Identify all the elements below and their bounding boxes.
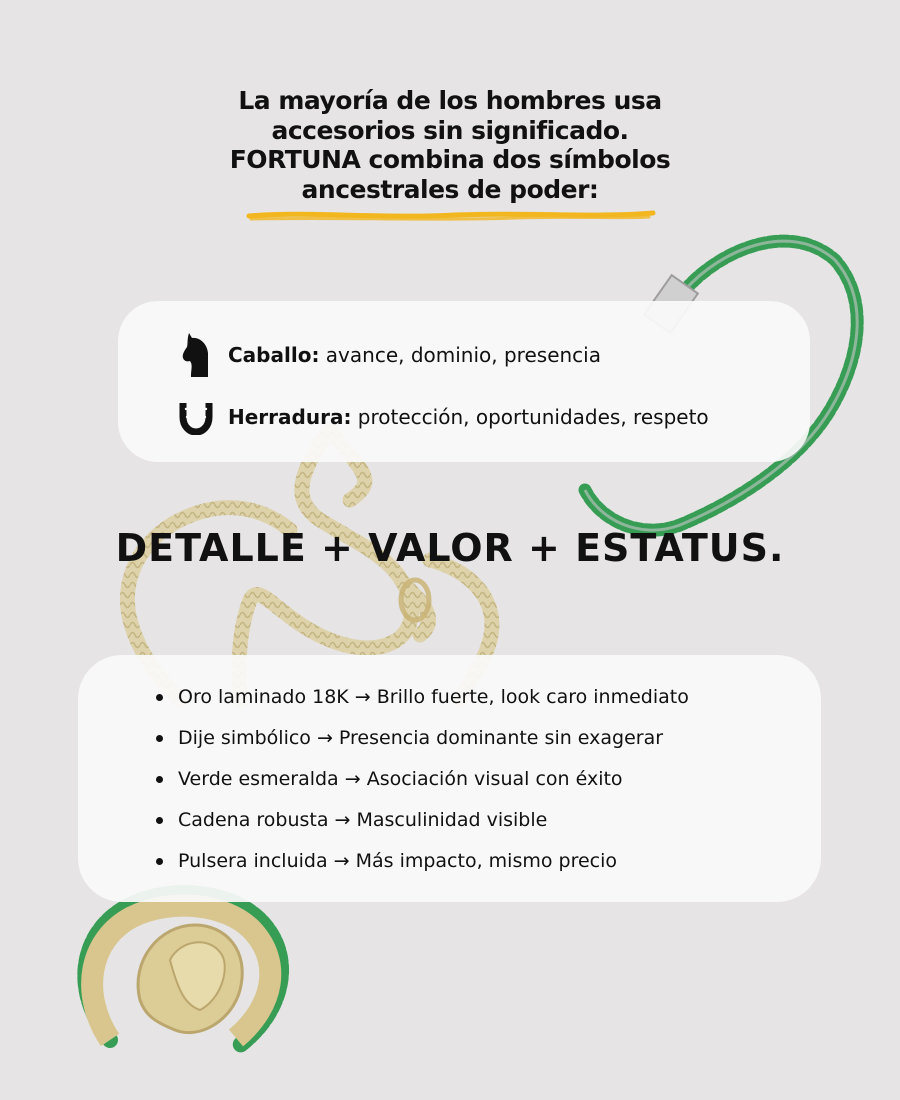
symbol-row-herradura [176, 395, 709, 439]
headline-line-2: accesorios sin significado. [271, 115, 629, 145]
horseshoe-icon [176, 395, 216, 439]
headline-underline-brush [245, 205, 657, 227]
headline-line-3: FORTUNA combina dos símbolos [229, 145, 671, 174]
headline-line-1: La mayoría de los hombres usa [238, 86, 662, 115]
headline [150, 86, 750, 204]
symbol-desc-herradura: protección, oportunidades, respeto [351, 405, 709, 429]
horse-head-icon [176, 333, 216, 377]
symbols-card [118, 301, 810, 462]
symbol-desc-caballo: avance, dominio, presencia [319, 343, 601, 367]
feature-item: Cadena robusta → Masculinidad visible [156, 804, 689, 845]
symbol-row-caballo [176, 333, 601, 377]
features-card [78, 655, 821, 902]
feature-item: Oro laminado 18K → Brillo fuerte, look caro inmediato [156, 681, 689, 722]
feature-item: Pulsera incluida → Más impacto, mismo precio [156, 845, 689, 886]
symbol-label-caballo: Caballo: [228, 343, 320, 367]
feature-item: Verde esmeralda → Asociación visual con éxito [156, 763, 689, 804]
feature-item: Dije simbólico → Presencia dominante sin exagerar [156, 722, 689, 763]
headline-line-4: ancestrales de poder: [301, 174, 599, 204]
features-list [156, 681, 689, 886]
symbol-label-herradura: Herradura: [228, 405, 352, 429]
tagline: DETALLE + VALOR + ESTATUS. [115, 526, 785, 570]
